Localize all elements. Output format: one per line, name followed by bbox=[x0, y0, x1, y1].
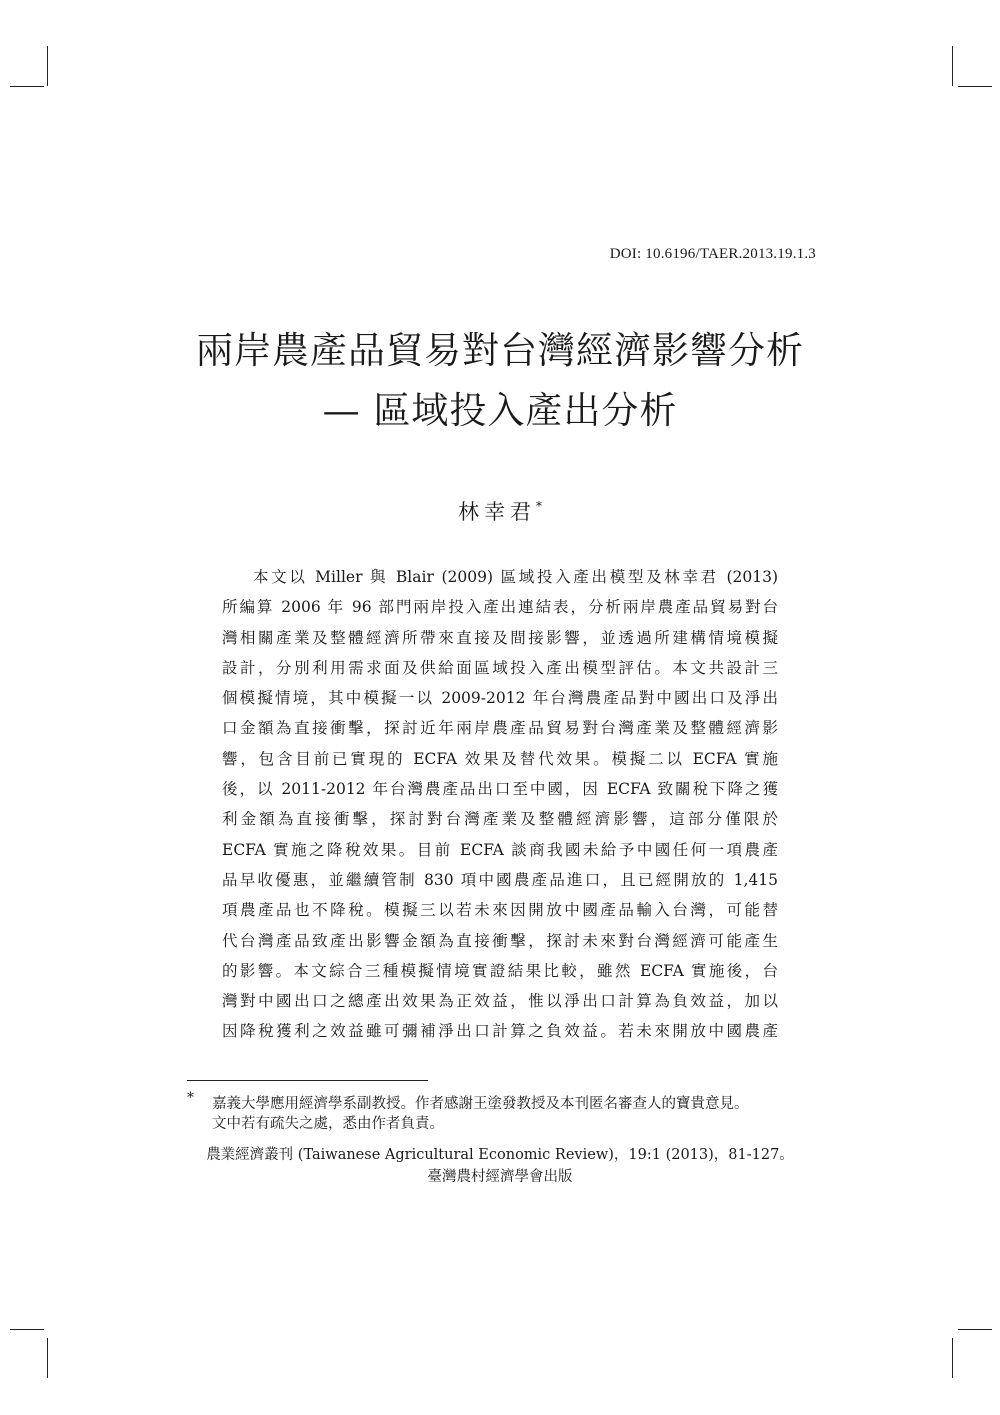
abstract-line: 設計，分別利用需求面及供給面區域投入產出模型評估。本文共設計三 bbox=[222, 658, 778, 677]
footnote-mark: * bbox=[187, 1090, 194, 1106]
paper-subtitle: — 區域投入產出分析 bbox=[322, 389, 678, 432]
abstract-line: 利金額為直接衝擊，探討對台灣產業及整體經濟影響，這部分僅限於 bbox=[222, 810, 778, 829]
abstract-line: 後，以 2011-2012 年台灣農產品出口至中國，因 ECFA 致關稅下降之獲 bbox=[222, 780, 778, 799]
doi-label: DOI: 10.6196/TAER.2013.19.1.3 bbox=[609, 246, 816, 262]
abstract-line: 灣相關產業及整體經濟所帶來直接及間接影響，並透過所建構情境模擬 bbox=[222, 628, 778, 647]
footnote-divider bbox=[187, 1080, 428, 1081]
publisher-line: 臺灣農村經濟學會出版 bbox=[427, 1169, 573, 1185]
footnote-line: 嘉義大學應用經濟學系副教授。作者感謝王塗發教授及本刊匿名審查人的寶貴意見。 bbox=[212, 1096, 749, 1112]
abstract-line: 響，包含目前已實現的 ECFA 效果及替代效果。模擬二以 ECFA 實施 bbox=[222, 749, 778, 768]
journal-citation-line: 農業經濟叢刊 (Taiwanese Agricultural Economic Review)，19:1 (2013)，81-127。 bbox=[206, 1147, 794, 1163]
crop-mark-bottom-right-horizontal bbox=[958, 1329, 992, 1330]
abstract bbox=[222, 562, 778, 1047]
author-footnote-mark: * bbox=[536, 499, 542, 513]
abstract-line: 本文以 Miller 與 Blair (2009) 區域投入產出模型及林幸君 (2013) bbox=[253, 568, 778, 586]
crop-mark-bottom-right-vertical bbox=[952, 1338, 953, 1378]
author-byline bbox=[0, 496, 1000, 526]
crop-mark-top-left-horizontal bbox=[10, 86, 44, 87]
abstract-line: 個模擬情境，其中模擬一以 2009-2012 年台灣農產品對中國出口及淨出 bbox=[222, 689, 778, 708]
abstract-line: 品早收優惠，並繼續管制 830 項中國農產品進口，且已經開放的 1,415 bbox=[222, 870, 778, 889]
crop-mark-bottom-left-horizontal bbox=[10, 1329, 44, 1330]
abstract-line: 灣對中國出口之總產出效果為正效益，惟以淨出口計算為負效益，加以 bbox=[222, 992, 778, 1011]
abstract-line: 的影響。本文綜合三種模擬情境實證結果比較，雖然 ECFA 實施後，台 bbox=[222, 961, 778, 980]
journal-citation bbox=[0, 1144, 1000, 1188]
abstract-line: 因降稅獲利之效益雖可彌補淨出口計算之負效益。若未來開放中國農產 bbox=[222, 1022, 778, 1041]
crop-mark-top-left-vertical bbox=[47, 46, 48, 86]
author-name: 林幸君 bbox=[458, 500, 536, 524]
abstract-line: 所編算 2006 年 96 部門兩岸投入產出連結表，分析兩岸農產品貿易對台 bbox=[222, 598, 778, 617]
abstract-line: ECFA 實施之降稅效果。目前 ECFA 談商我國未給予中國任何一項農產 bbox=[222, 840, 778, 859]
paper-title: 兩岸農產品貿易對台灣經濟影響分析 bbox=[196, 329, 804, 372]
crop-mark-top-right-vertical bbox=[952, 46, 953, 86]
crop-mark-bottom-left-vertical bbox=[47, 1338, 48, 1378]
footnote-line: 文中若有疏失之處，悉由作者負責。 bbox=[212, 1116, 444, 1132]
abstract-line: 代台灣產品致產出影響金額為直接衝擊，探討未來對台灣經濟可能產生 bbox=[222, 931, 778, 950]
footnote bbox=[212, 1094, 812, 1134]
abstract-line: 口金額為直接衝擊，探討近年兩岸農產品貿易對台灣產業及整體經濟影 bbox=[222, 719, 778, 738]
crop-mark-top-right-horizontal bbox=[958, 86, 992, 87]
abstract-line: 項農產品也不降稅。模擬三以若未來因開放中國產品輸入台灣，可能替 bbox=[222, 901, 778, 920]
